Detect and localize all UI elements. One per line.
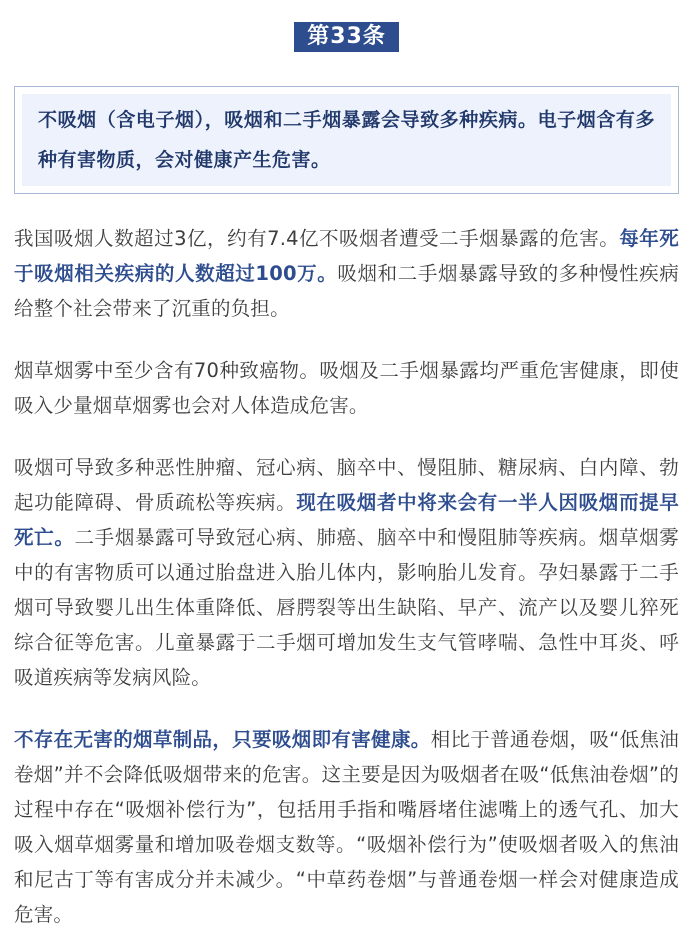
key-message-text: 不吸烟（含电子烟），吸烟和二手烟暴露会导致多种疾病。电子烟含有多种有害物质，会对健康产生危害。 [22, 94, 671, 186]
text-run: 吸烟可导致多种恶性肿瘤、冠心病、脑卒中、慢阻肺、糖尿病、白内障、勃起功能障碍、骨质疏松等疾病。 [14, 456, 679, 514]
text-run: 我国吸烟人数超过3亿，约有7.4亿不吸烟者遭受二手烟暴露的危害。 [14, 227, 620, 250]
emphasis-run: 现在吸烟者中将来会有一半人因吸烟而提早死亡。 [14, 491, 679, 549]
text-run: 烟草烟雾中至少含有70种致癌物。吸烟及二手烟暴露均严重危害健康，即使吸入少量烟草烟雾也会对人体造成危害。 [14, 359, 679, 417]
paragraph-1 [14, 221, 679, 326]
text-run: 吸烟和二手烟暴露导致的多种慢性疾病给整个社会带来了沉重的负担。 [14, 262, 679, 320]
emphasis-run: 不存在无害的烟草制品，只要吸烟即有害健康。 [14, 728, 431, 751]
paragraph-2 [14, 353, 679, 423]
article-number-badge: 第33条 [294, 22, 399, 52]
key-message-box [14, 86, 679, 194]
paragraph-4 [14, 722, 679, 932]
badge-row [14, 0, 679, 52]
text-run: 相比于普通卷烟，吸“低焦油卷烟”并不会降低吸烟带来的危害。这主要是因为吸烟者在吸“低焦油卷烟”的过程中存在“吸烟补偿行为”，包括用手指和嘴唇堵住滤嘴上的透气孔、加大吸入烟草烟雾量和增加吸卷烟支数等。“吸烟补偿行为”使吸烟者吸入的焦油和尼古丁等有害成分并未减少。“中草药卷烟”与普通卷烟一样会对健康造成危害。 [14, 728, 679, 926]
emphasis-run: 每年死于吸烟相关疾病的人数超过100万。 [14, 227, 679, 285]
text-run: 二手烟暴露可导致冠心病、肺癌、脑卒中和慢阻肺等疾病。烟草烟雾中的有害物质可以通过胎盘进入胎儿体内，影响胎儿发育。孕妇暴露于二手烟可导致婴儿出生体重降低、唇腭裂等出生缺陷、早产、流产以及婴儿猝死综合征等危害。儿童暴露于二手烟可增加发生支气管哮喘、急性中耳炎、呼吸道疾病等发病风险。 [14, 526, 679, 689]
paragraph-3 [14, 450, 679, 695]
